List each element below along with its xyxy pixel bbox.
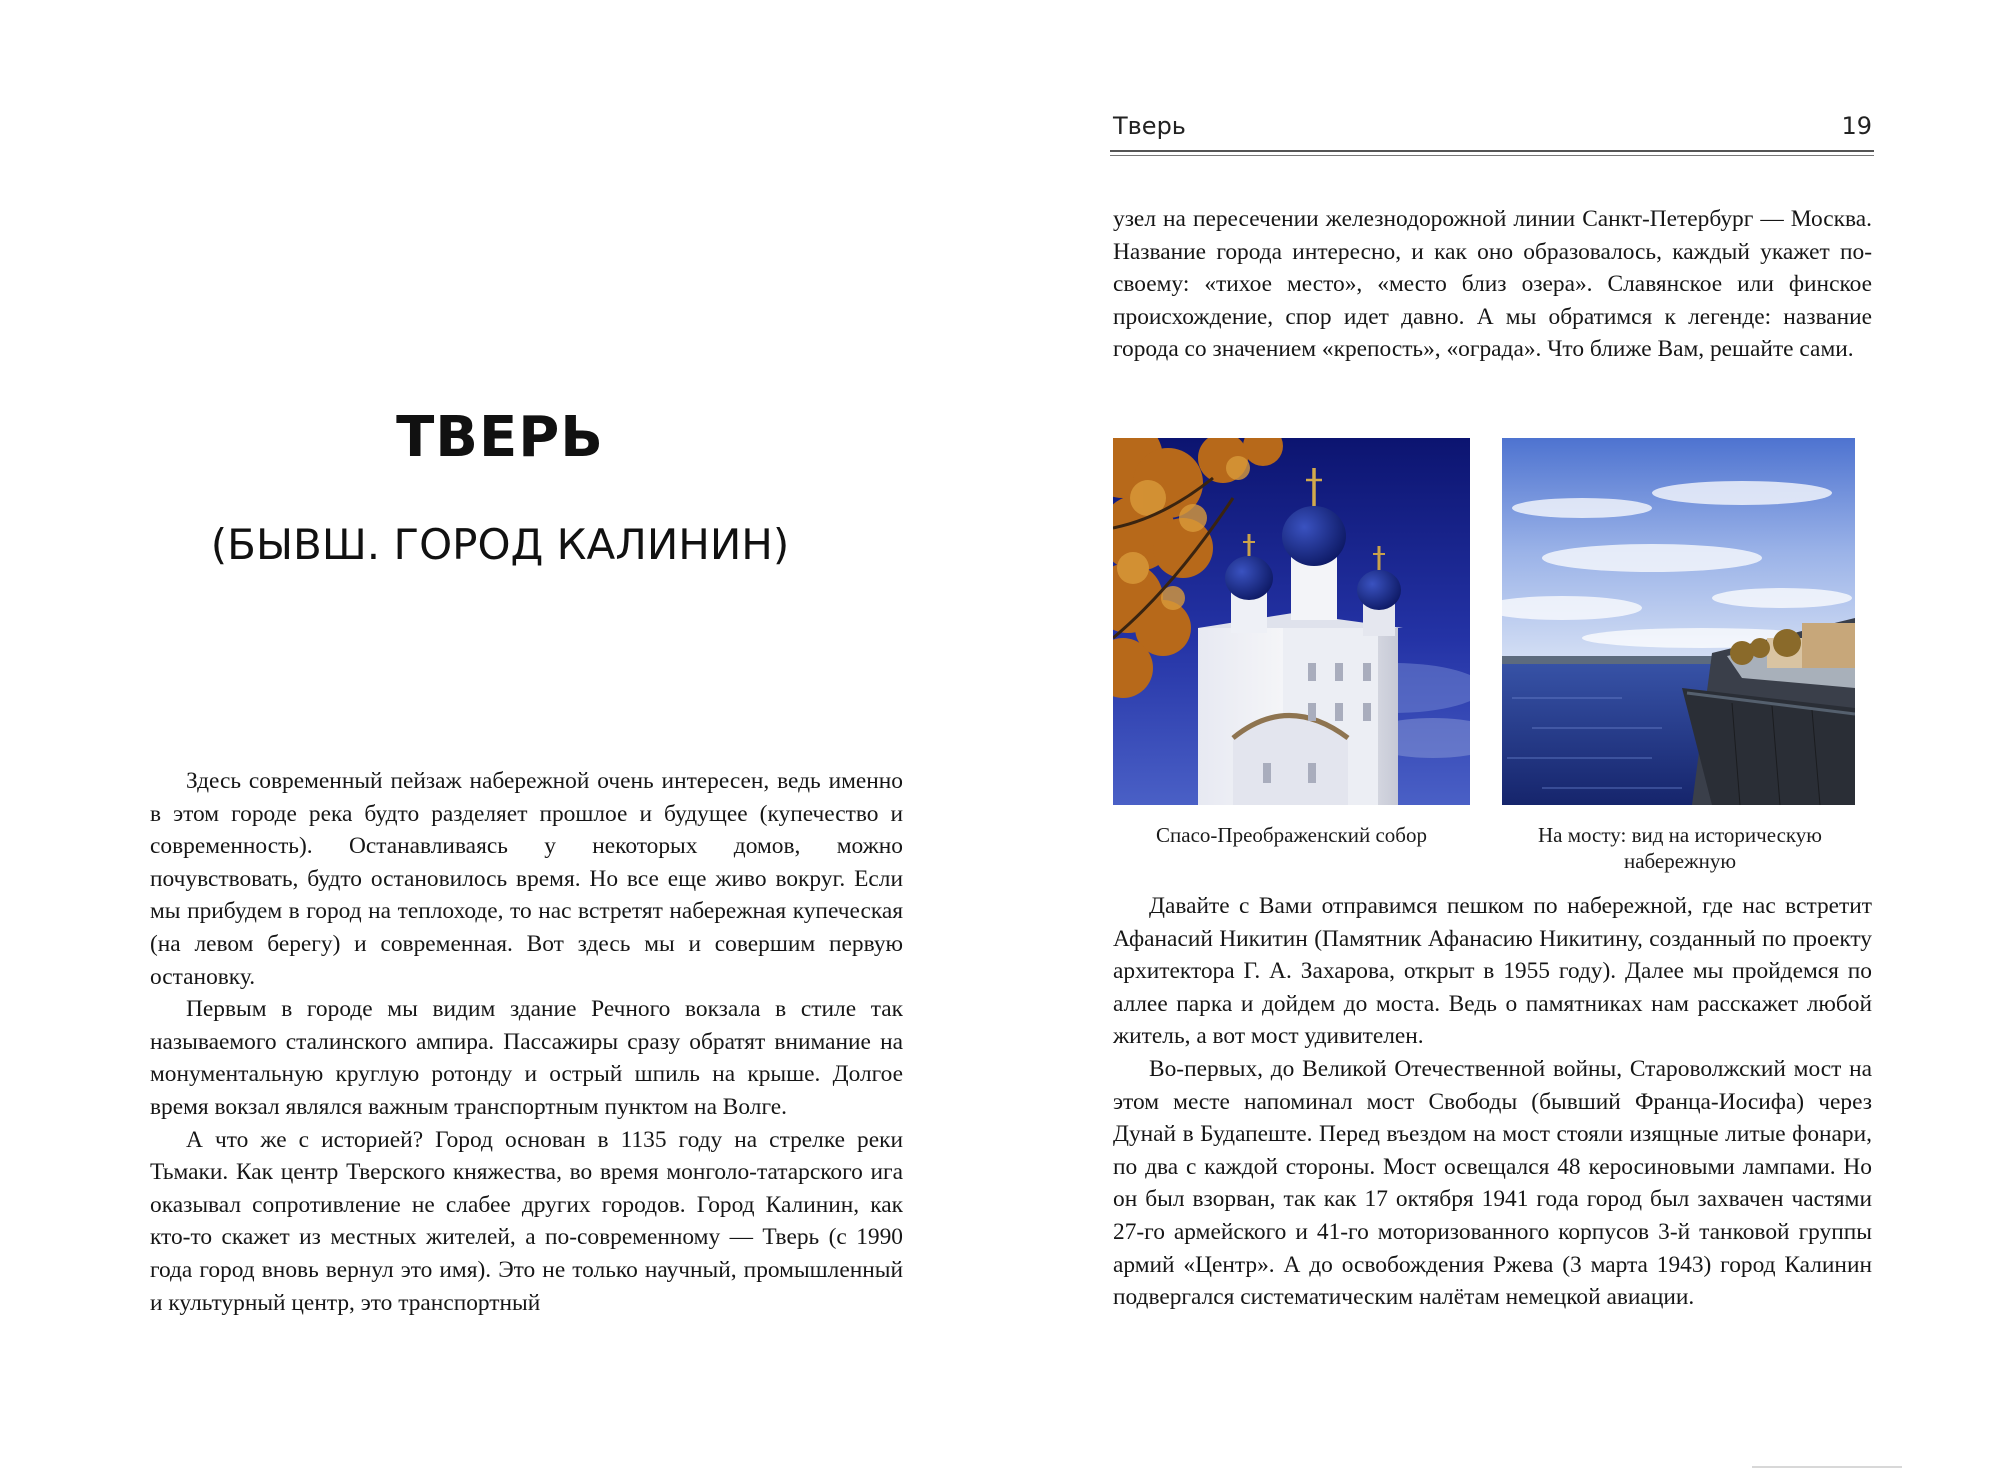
photo-caption: На мосту: вид на историческую набережную	[1538, 823, 1822, 873]
running-head: Тверь	[1113, 112, 1186, 140]
page-number: 19	[1841, 112, 1872, 140]
paragraph: А что же с историей? Город основан в 1135 году на стрелке реки Тьмаки. Как центр Тверского княжества, во время монголо-татарского ига оказывал сопротивление не слабее других городов. Город Калинин, как кто-то скажет из местных жителей, а по-современному — Тверь (с 1990 года город вновь вернул это имя). Это не только научный, промышленный и культурный центр, это транспортный	[150, 1126, 903, 1316]
chapter-subtitle: (БЫВШ. ГОРОД КАЛИНИН)	[210, 520, 790, 569]
paragraph: Первым в городе мы видим здание Речного вокзала в стиле так называемого сталинского ампира. Пассажиры сразу обратят внимание на монументальную круглую ротонду и острый шпиль на крыше. Долгое время вокзал являлся важным транспортным пунктом на Волге.	[150, 996, 903, 1120]
paragraph: узел на пересечении железнодорожной линии Санкт-Петербург — Москва. Название города интересно, и как оно образовалось, каждый укажет по-своему: «тихое место», «место близ озера». Славянское или финское происхождение, спор идет давно. А мы обратимся к легенде: название города со значением «крепость», «ограда». Что ближе Вам, решайте сами.	[1113, 206, 1872, 363]
paragraph: Во-первых, до Великой Отечественной войны, Староволжский мост на этом месте напоминал мост Свободы (бывший Франца-Иосифа) через Дунай в Будапеште. Перед въездом на мост стояли изящные литые фонари, по два с каждой стороны. Мост освещался 48 керосиновыми лампами. Но он был взорван, так как 17 октября 1941 года город был захвачен частями 27-го армейского и 41-го моторизованного корпусов 3-й танковой группы армий «Центр». А до освобождения Ржева (3 марта 1943) город Калинин подвергался систематическим налётам немецкой авиации.	[1113, 1055, 1872, 1311]
cathedral-image	[1113, 438, 1470, 805]
chapter-title: ТВЕРЬ	[396, 405, 604, 470]
right-bottom-text	[1113, 890, 1872, 1314]
paragraph: Здесь современный пейзаж набережной очень интересен, ведь именно в этом городе река будто разделяет прошлое и будущее (купечество и современность). Останавливаясь у некоторых домов, можно почувствовать, будто остановилось время. Но все еще живо вокруг. Если мы прибудем в город на теплоходе, то нас встретят набережная купеческая (на левом берегу) и современная. Вот здесь мы и совершим первую остановку.	[150, 768, 903, 990]
right-top-text	[1113, 203, 1872, 366]
paragraph: Давайте с Вами отправимся пешком по набережной, где нас встретит Афанасий Никитин (Памятник Афанасию Никитину, созданный по проекту архитектора Г. А. Захарова, открыт в 1955 году). Далее мы пройдемся по аллее парка и дойдем до моста. Ведь о памятниках нам расскажет любой житель, а вот мост удивителен.	[1113, 893, 1872, 1050]
cathedral-photo	[1113, 438, 1470, 805]
embankment-photo	[1502, 438, 1855, 805]
left-body-text	[150, 765, 903, 1319]
embankment-image	[1502, 438, 1855, 805]
page-edge-line	[1752, 1466, 1902, 1468]
photo-caption: Спасо-Преображенский собор	[1156, 823, 1427, 847]
header-rule	[1110, 150, 1874, 156]
